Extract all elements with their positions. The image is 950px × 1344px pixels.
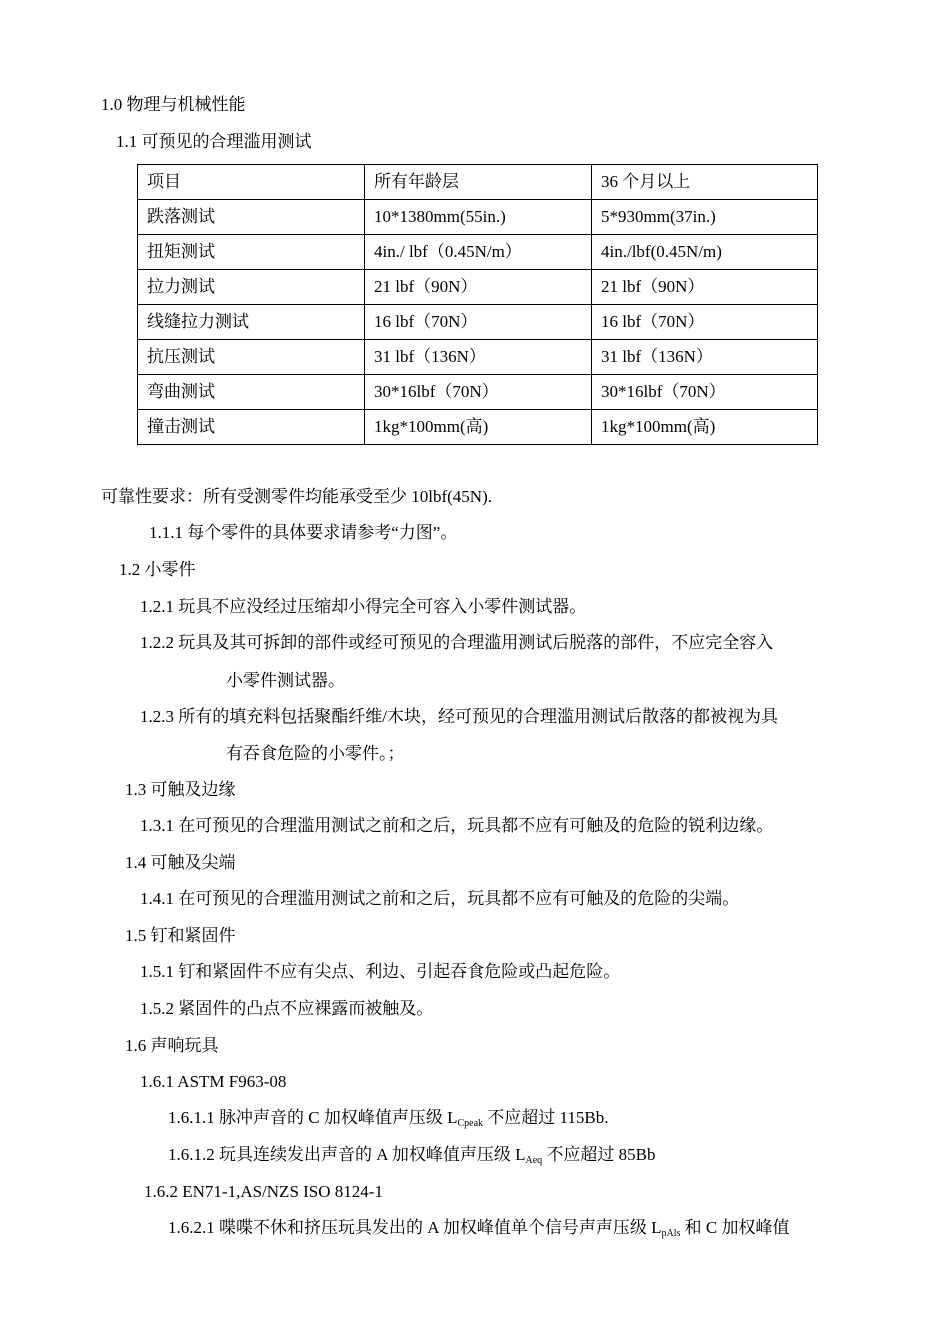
paragraph-1-2-2-continued: 小零件测试器。 <box>226 671 345 690</box>
text-segment: 和 C 加权峰值 <box>680 1218 790 1237</box>
table-row <box>138 410 818 445</box>
table-cell: 跌落测试 <box>138 200 365 235</box>
table-cell: 21 lbf（90N） <box>365 270 592 305</box>
paragraph-1-6-1-2 <box>168 1144 656 1172</box>
table-cell: 5*930mm(37in.) <box>592 200 818 235</box>
table-row <box>138 200 818 235</box>
reliability-requirement: 可靠性要求：所有受测零件均能承受至少 10lbf(45N). <box>101 487 492 506</box>
table-cell: 4in./ lbf（0.45N/m） <box>365 235 592 270</box>
table-cell: 扭矩测试 <box>138 235 365 270</box>
table-cell: 1kg*100mm(高) <box>365 410 592 445</box>
paragraph-1-6-1: 1.6.1 ASTM F963-08 <box>140 1072 287 1091</box>
section-heading-1-4: 1.4 可触及尖端 <box>125 853 236 872</box>
table-row <box>138 305 818 340</box>
paragraph-1-2-1: 1.2.1 玩具不应没经过压缩却小得完全可容入小零件测试器。 <box>140 597 587 616</box>
table-row <box>138 340 818 375</box>
table-cell: 30*16lbf（70N） <box>365 375 592 410</box>
table-header-cell: 项目 <box>138 165 365 200</box>
paragraph-1-2-3-continued: 有吞食危险的小零件。； <box>226 744 405 763</box>
table-cell: 线缝拉力测试 <box>138 305 365 340</box>
section-heading-1-3: 1.3 可触及边缘 <box>125 780 236 799</box>
subscript: pAls <box>661 1228 681 1239</box>
table-cell: 16 lbf（70N） <box>365 305 592 340</box>
table-header-cell: 36 个月以上 <box>592 165 818 200</box>
table-cell: 1kg*100mm(高) <box>592 410 818 445</box>
table-cell: 21 lbf（90N） <box>592 270 818 305</box>
section-heading-1-0: 1.0 物理与机械性能 <box>101 95 246 114</box>
table-cell: 31 lbf（136N） <box>592 340 818 375</box>
abuse-test-table <box>137 164 818 445</box>
table-row <box>138 270 818 305</box>
paragraph-1-5-2: 1.5.2 紧固件的凸点不应裸露而被触及。 <box>140 999 434 1018</box>
text-segment: 1.6.1.1 脉冲声音的 C 加权峰值声压级 L <box>168 1108 458 1127</box>
table-cell: 16 lbf（70N） <box>592 305 818 340</box>
section-heading-1-6: 1.6 声响玩具 <box>125 1036 219 1055</box>
paragraph-1-4-1: 1.4.1 在可预见的合理滥用测试之前和之后，玩具都不应有可触及的危险的尖端。 <box>140 889 740 908</box>
table-cell: 30*16lbf（70N） <box>592 375 818 410</box>
paragraph-1-6-1-1 <box>168 1107 609 1135</box>
table-cell: 撞击测试 <box>138 410 365 445</box>
table-row <box>138 235 818 270</box>
table-cell: 4in./lbf(0.45N/m) <box>592 235 818 270</box>
paragraph-1-1-1: 1.1.1 每个零件的具体要求请参考“力图”。 <box>149 523 458 542</box>
table-cell: 10*1380mm(55in.) <box>365 200 592 235</box>
text-segment: 1.6.1.2 玩具连续发出声音的 A 加权峰值声压级 L <box>168 1145 526 1164</box>
table-cell: 31 lbf（136N） <box>365 340 592 375</box>
subscript: Cpeak <box>457 1118 484 1129</box>
paragraph-1-6-2: 1.6.2 EN71-1,AS/NZS ISO 8124-1 <box>144 1182 383 1201</box>
paragraph-1-3-1: 1.3.1 在可预见的合理滥用测试之前和之后，玩具都不应有可触及的危险的锐利边缘。 <box>140 816 774 835</box>
table-row <box>138 375 818 410</box>
paragraph-1-2-2: 1.2.2 玩具及其可拆卸的部件或经可预见的合理滥用测试后脱落的部件，不应完全容入 <box>140 633 774 652</box>
table-cell: 拉力测试 <box>138 270 365 305</box>
section-heading-1-2: 1.2 小零件 <box>119 560 196 579</box>
text-segment: 不应超过 115Bb. <box>483 1108 609 1127</box>
text-segment: 1.6.2.1 喋喋不休和挤压玩具发出的 A 加权峰值单个信号声声压级 L <box>168 1218 662 1237</box>
paragraph-1-6-2-1 <box>168 1217 789 1245</box>
subscript: Aeq <box>525 1155 543 1166</box>
section-heading-1-1: 1.1 可预见的合理滥用测试 <box>116 132 312 151</box>
paragraph-1-2-3: 1.2.3 所有的填充料包括聚酯纤维/木块，经可预见的合理滥用测试后散落的都被视为具 <box>140 707 778 726</box>
table-cell: 抗压测试 <box>138 340 365 375</box>
table-cell: 弯曲测试 <box>138 375 365 410</box>
paragraph-1-5-1: 1.5.1 钉和紧固件不应有尖点、利边、引起吞食危险或凸起危险。 <box>140 962 621 981</box>
table-header-cell: 所有年龄层 <box>365 165 592 200</box>
text-segment: 不应超过 85Bb <box>542 1145 656 1164</box>
table-header-row <box>138 165 818 200</box>
section-heading-1-5: 1.5 钉和紧固件 <box>125 926 236 945</box>
